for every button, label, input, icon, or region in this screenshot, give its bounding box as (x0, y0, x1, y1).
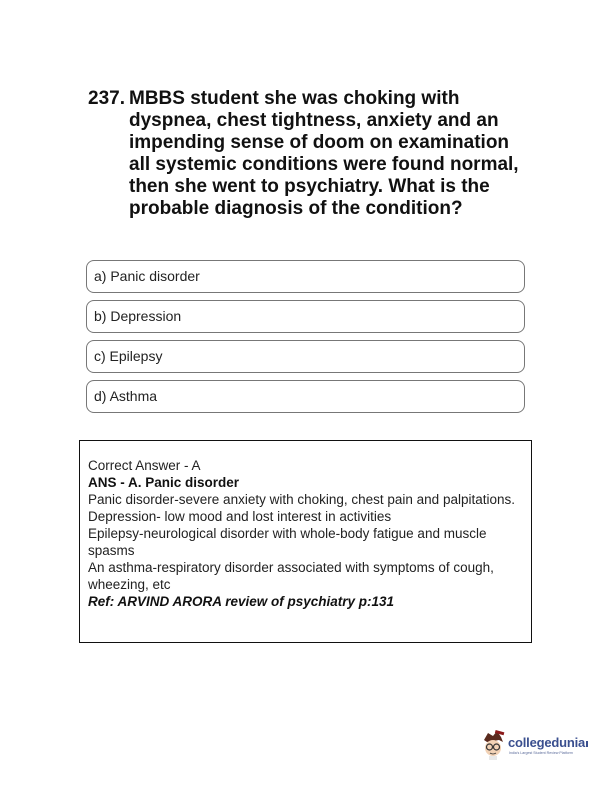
options-list (86, 260, 525, 420)
correct-answer: Correct Answer - A (88, 458, 201, 473)
option-d[interactable]: d) Asthma (86, 380, 525, 413)
answer-heading: ANS - A. Panic disorder (88, 475, 240, 490)
explanation-line: An asthma-respiratory disorder associated with symptoms of cough, wheezing, etc (88, 560, 494, 592)
question-number: 237. (88, 88, 125, 109)
option-b[interactable]: b) Depression (86, 300, 525, 333)
explanation-line: Epilepsy-neurological disorder with whole-body fatigue and muscle spasms (88, 526, 487, 558)
answer-explanation-box (79, 440, 532, 643)
option-a[interactable]: a) Panic disorder (86, 260, 525, 293)
explanation-line: Panic disorder-severe anxiety with choking, chest pain and palpitations. (88, 492, 515, 507)
brand-text: collegedunia (508, 735, 586, 750)
question (88, 88, 538, 220)
question-text: MBBS student she was choking with dyspnea, chest tightness, anxiety and an impending sense of doom on examination all systemic conditions were found normal, then she went to psychiatry. What is the probable diagnosis of the condition? (129, 88, 519, 219)
student-mascot-icon (481, 730, 505, 760)
option-c[interactable]: c) Epilepsy (86, 340, 525, 373)
collegedunia-logo (481, 730, 601, 762)
explanation-line: Depression- low mood and lost interest in activities (88, 509, 392, 524)
reference: Ref: ARVIND ARORA review of psychiatry p:131 (88, 594, 395, 609)
brand-tagline: India's Largest Student Review Platform (509, 751, 573, 755)
brand-name (508, 735, 588, 750)
brand-mark (586, 741, 588, 747)
